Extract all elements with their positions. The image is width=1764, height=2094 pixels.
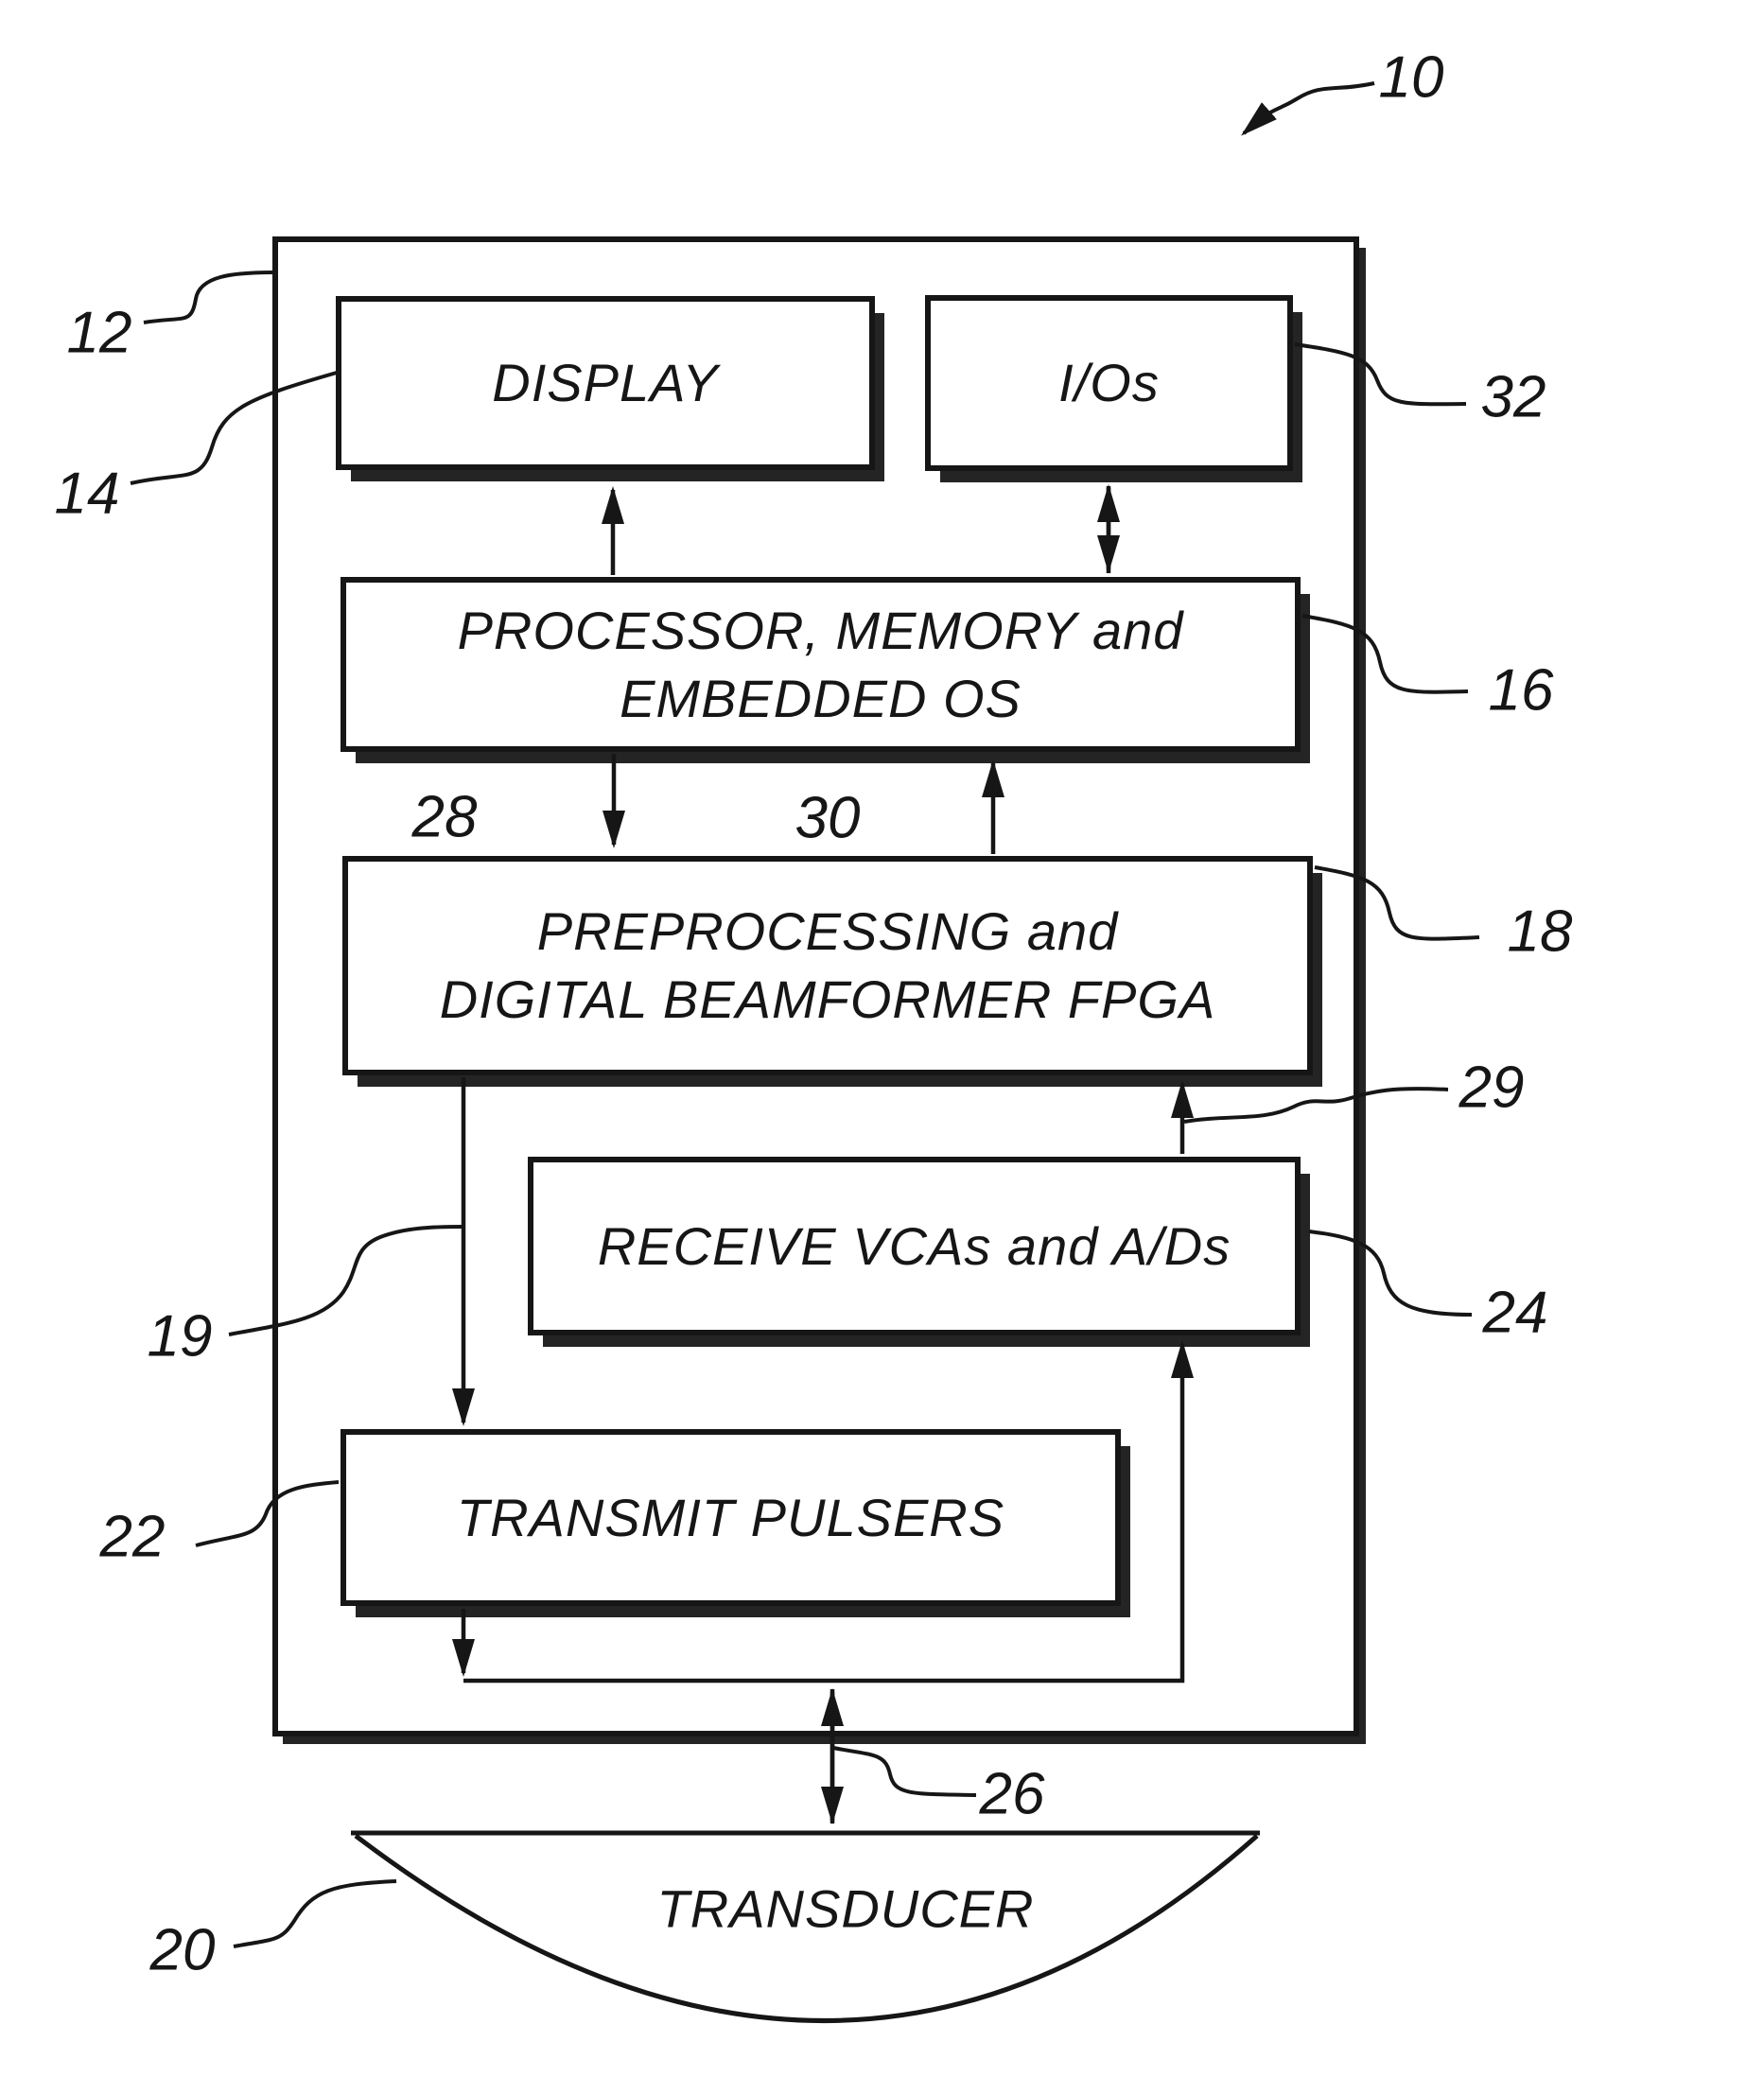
ref-label-10: 10 [1378, 44, 1444, 111]
display-block [336, 296, 875, 470]
preprocessing-block [342, 856, 1313, 1075]
ref-label-24: 24 [1482, 1280, 1548, 1346]
transmit-block-label: TRANSMIT PULSERS [456, 1487, 1005, 1547]
ref-label-30: 30 [795, 785, 861, 851]
display-block-label: DISPLAY [492, 353, 719, 413]
transmit-block [341, 1429, 1121, 1606]
ref-label-22: 22 [99, 1504, 166, 1570]
ref-label-29: 29 [1458, 1055, 1525, 1121]
ref-12-leader [144, 272, 274, 323]
ref-label-16: 16 [1488, 657, 1554, 724]
ref-label-18: 18 [1507, 899, 1573, 965]
transducer-label: TRANSDUCER [656, 1878, 1035, 1939]
ref-20-leader [234, 1881, 396, 1946]
processor-block [341, 577, 1301, 752]
ios-block-label: I/Os [1058, 353, 1160, 413]
ios-block [925, 295, 1293, 471]
ref-label-12: 12 [66, 300, 132, 366]
ref-label-28: 28 [411, 784, 478, 850]
ref-label-20: 20 [149, 1917, 216, 1983]
ref-label-26: 26 [979, 1761, 1045, 1827]
processor-block-label-line1: PROCESSOR, MEMORY and [457, 600, 1184, 660]
processor-block-label-line2: EMBEDDED OS [620, 668, 1022, 728]
ref-label-19: 19 [147, 1303, 213, 1370]
receive-block [528, 1157, 1301, 1335]
receive-block-label: RECEIVE VCAs and A/Ds [597, 1215, 1231, 1276]
ref-26-leader [833, 1748, 976, 1795]
ref-label-32: 32 [1480, 364, 1546, 430]
preprocessing-block-label-line1: PREPROCESSING and [536, 901, 1119, 962]
ref-10-leader-arrow [1244, 83, 1374, 133]
ref-label-14: 14 [54, 461, 120, 527]
preprocessing-block-label-line2: DIGITAL BEAMFORMER FPGA [439, 969, 1216, 1029]
